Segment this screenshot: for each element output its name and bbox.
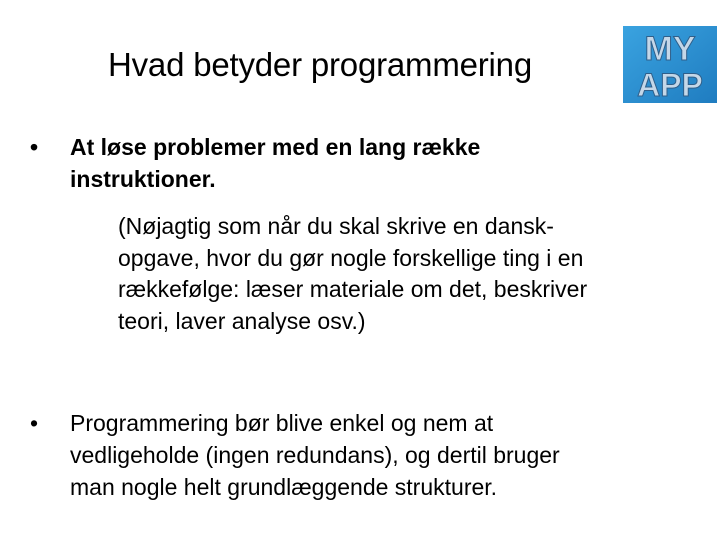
bullet-1-line-1: At løse problemer med en lang række: [70, 134, 481, 160]
subtext-line-2: opgave, hvor du gør nogle forskellige ting i en: [118, 244, 584, 271]
bullet-2-line-1: Programmering bør blive enkel og nem at: [70, 410, 494, 436]
bullet-item-1: [30, 131, 481, 195]
bullet-2-line-2: vedligeholde (ingen redundans), og dertil bruger: [70, 442, 560, 468]
logo-text-app: APP: [637, 67, 703, 103]
bullet-2-line-3: man nogle helt grundlæggende strukturer.: [70, 474, 498, 500]
subtext-line-3: rækkefølge: læser materiale om det, beskriver: [118, 276, 588, 302]
bullet-1-subtext: [118, 211, 587, 337]
bullet-1-line-2: instruktioner.: [70, 166, 216, 192]
bullet-marker: •: [30, 134, 39, 160]
subtext-line-1: (Nøjagtig som når du skal skrive en dansk-: [118, 213, 554, 239]
logo-text-my: MY: [644, 30, 696, 68]
slide-title: Hvad betyder programmering: [108, 46, 532, 83]
bullet-item-2: [30, 407, 560, 503]
subtext-line-4: teori, laver analyse osv.): [118, 307, 366, 334]
bullet-marker: •: [30, 410, 39, 436]
